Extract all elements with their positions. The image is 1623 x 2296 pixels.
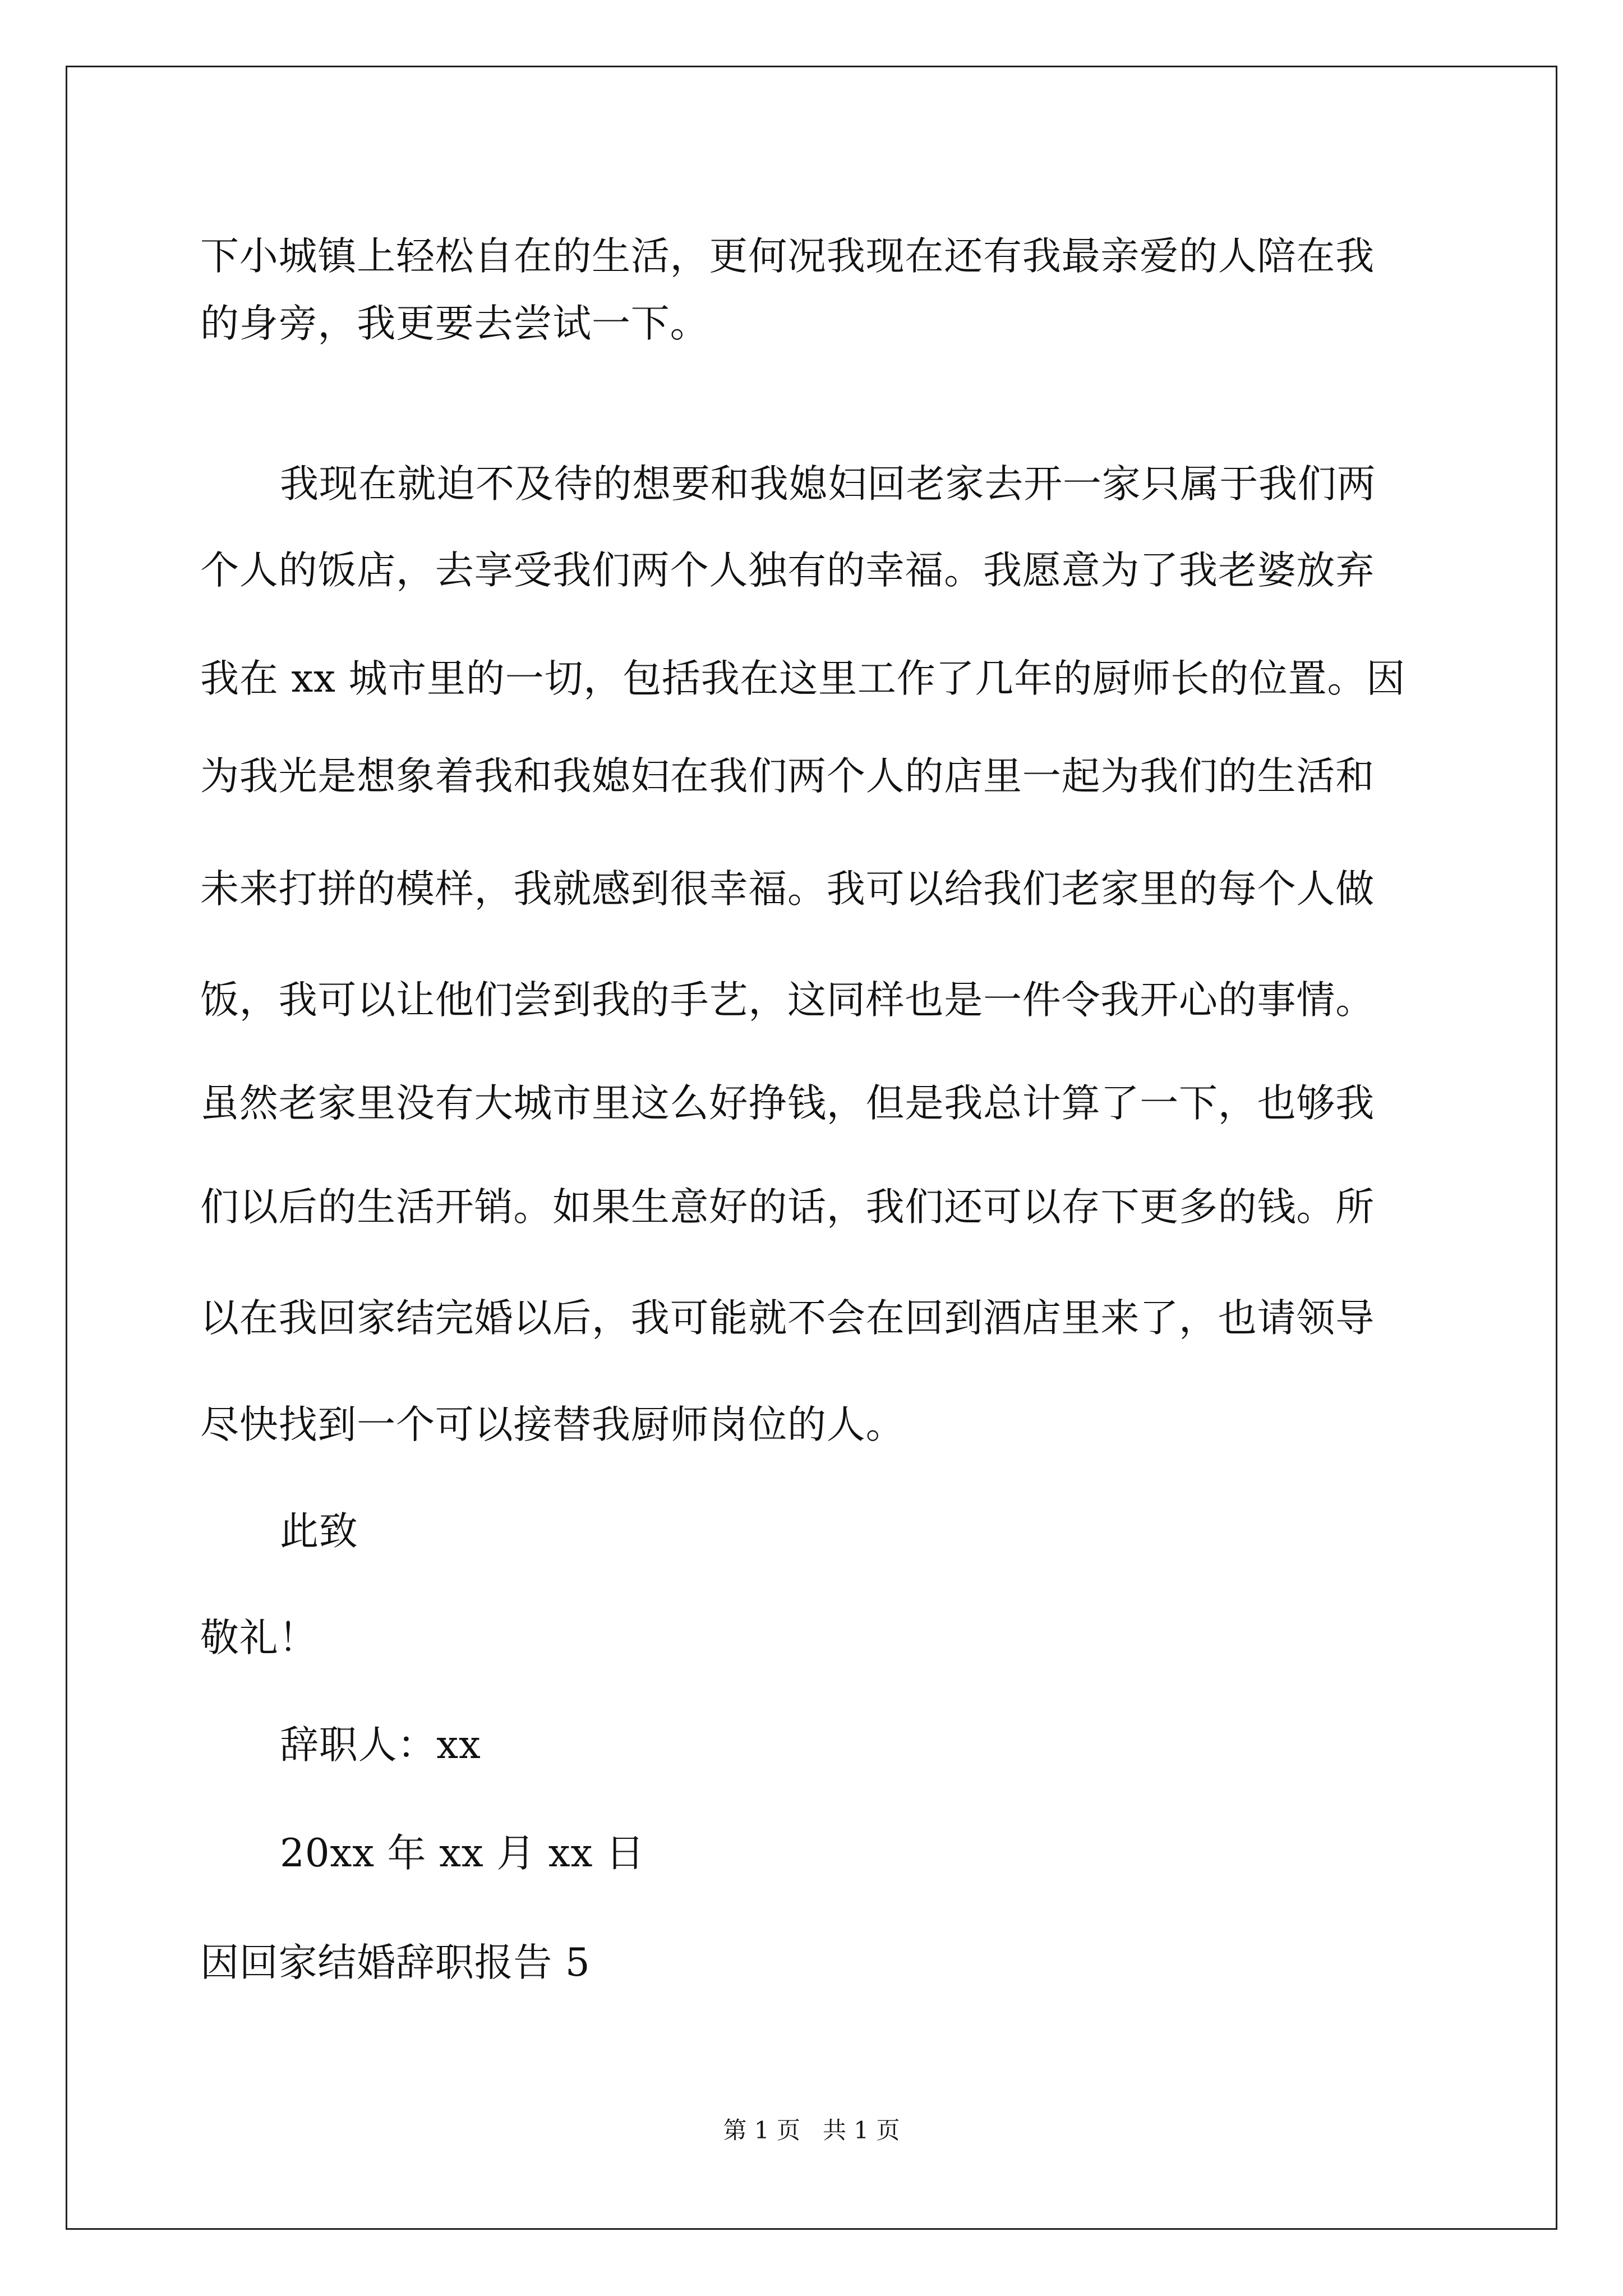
page-border (66, 66, 1557, 2230)
date-line: 20xx 年 xx 月 xx 日 (280, 1831, 645, 1876)
paragraph-line: 以在我回家结完婚以后，我可能就不会在回到酒店里来了，也请领导 (200, 1296, 1375, 1341)
paragraph-line: 我在 xx 城市里的一切，包括我在这里工作了几年的厨师长的位置。因 (200, 656, 1406, 701)
signature-line: 辞职人：xx (280, 1723, 481, 1768)
closing-salutation: 此致 (280, 1509, 358, 1554)
paragraph-line: 我现在就迫不及待的想要和我媳妇回老家去开一家只属于我们两 (280, 462, 1376, 507)
paragraph-line: 下小城镇上轻松自在的生活，更何况我现在还有我最亲爱的人陪在我 (200, 234, 1375, 279)
paragraph-line: 尽快找到一个可以接替我厨师岗位的人。 (200, 1402, 905, 1447)
paragraph-line: 饭，我可以让他们尝到我的手艺，这同样也是一件令我开心的事情。 (200, 978, 1375, 1023)
section-heading: 因回家结婚辞职报告 5 (200, 1940, 591, 1985)
paragraph-line: 为我光是想象着我和我媳妇在我们两个人的店里一起为我们的生活和 (200, 754, 1375, 799)
closing-regards: 敬礼！ (200, 1616, 318, 1660)
paragraph-line: 们以后的生活开销。如果生意好的话，我们还可以存下更多的钱。所 (200, 1185, 1375, 1230)
paragraph-line: 虽然老家里没有大城市里这么好挣钱，但是我总计算了一下，也够我 (200, 1081, 1375, 1126)
paragraph-line: 未来打拼的模样，我就感到很幸福。我可以给我们老家里的每个人做 (200, 867, 1375, 912)
paragraph-line: 的身旁，我更要去尝试一下。 (200, 301, 709, 346)
paragraph-line: 个人的饭店，去享受我们两个人独有的幸福。我愿意为了我老婆放弃 (200, 548, 1375, 593)
page-footer: 第 1 页 共 1 页 (723, 2116, 900, 2144)
